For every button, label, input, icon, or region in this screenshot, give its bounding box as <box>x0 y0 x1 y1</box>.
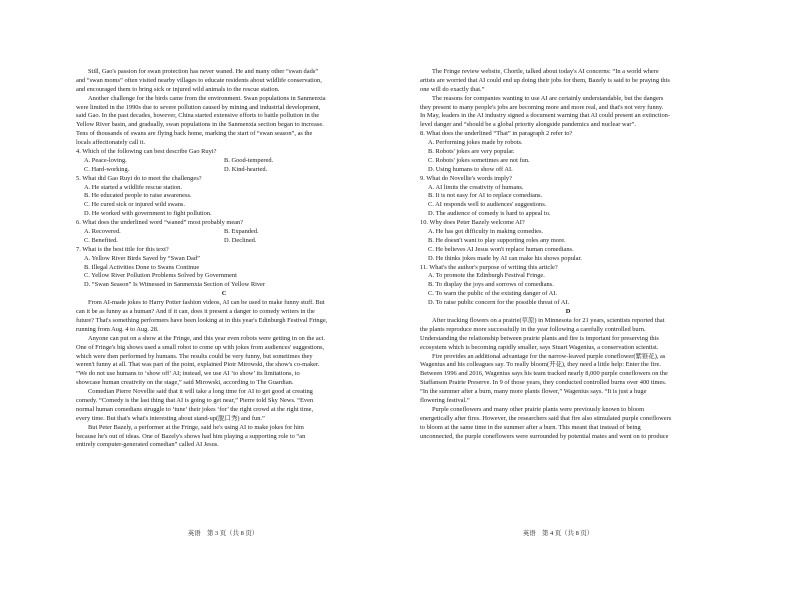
text-line: Wagenius and his colleagues say. To really bloom(开花), they need a little help: Enter the fire. <box>420 361 661 369</box>
text-line: 7. What is the best title for this text? <box>76 245 169 253</box>
text-line: 5. What did Gao Ruyi do to meet the challenges? <box>76 174 202 182</box>
text-line: every time. But that's what's interesting about stand-up(脱口秀) and fun.” <box>76 414 265 422</box>
text-line: level danger and “should be a global priority alongside pandemics and nuclear war”. <box>420 121 636 129</box>
text-line: because he's out of ideas. One of Bazely's shows had him playing a supporting role to “an <box>76 432 306 440</box>
text-line: 6. What does the underlined word “waned” most probably mean? <box>76 219 244 227</box>
answer-option: C. Yellow River Pollution Problems Solved by Government <box>84 272 237 280</box>
answer-option: D. Declined. <box>224 236 257 244</box>
answer-option: C. Robots' jokes sometimes are not fun. <box>428 156 530 164</box>
text-line: “We do not use humans to ‘show off’ AI; instead, we use AI ‘to show’ its limitations, to <box>76 370 300 378</box>
text-line: energetically after fires. However, the researchers said that fire also stimulated purple coneflowers <box>420 414 672 422</box>
answer-option: B. He doesn't want to play supporting roles any more. <box>428 236 566 244</box>
answer-option: C. He believes AI Jesus won't replace human comedians. <box>428 245 574 253</box>
section-heading: C <box>221 290 227 298</box>
text-line: Between 1996 and 2016, Wagenius says his team tracked nearly 8,000 purple coneflowers on the <box>420 370 668 378</box>
answer-option: A. AI limits the creativity of humans. <box>428 183 524 191</box>
text-line: One of Fringe's big shows used a small robot to come up with jokes from audiences' suggestions, <box>76 343 325 351</box>
answer-option: B. Illegal Activities Done to Swans Continue <box>84 263 200 271</box>
text-line: they present to many people's jobs are becoming more and more real, and that's not very funny. <box>420 103 664 111</box>
paragraph-line: Purple coneflowers and many other prairie plants were previously known to bloom <box>432 405 645 413</box>
text-line: weren't funny at all. That was part of the point, explained Piotr Mirowski, the show's co-maker. <box>76 361 320 369</box>
paragraph-line: After tracking flowers on a prairie(草原) in Minnesota for 21 years, scientists reported that <box>432 316 665 324</box>
right-column <box>420 68 716 441</box>
answer-option: D. The audience of comedy is hard to appeal to. <box>428 210 551 218</box>
left-column <box>76 68 372 450</box>
text-line: locals affectionately call it. <box>76 139 146 147</box>
text-line: In May, leaders in the AI industry signed a document warning that AI could present an extinction- <box>420 112 670 120</box>
text-line: entirely computer-generated comedian” called AI Jesus. <box>76 441 219 449</box>
answer-option: A. Recovered. <box>84 228 121 236</box>
paragraph-line: The reasons for companies wanting to use AI are certainly understandable, but the dangers <box>432 94 664 102</box>
text-line: to bloom at the same time in the summer after a burn. This meant that instead of being <box>420 423 641 431</box>
text-line: “In the summer after a burn, many more plants flower,” Wagenius says. “It is just a huge <box>420 388 647 396</box>
paragraph-line: But Peter Bazely, a performer at the Fringe, said he's using AI to make jokes for him <box>88 423 304 431</box>
paragraph-line: Fire provides an additional advantage for the narrow-leaved purple coneflower(紫锥花), as <box>432 352 666 360</box>
answer-option: B. To display the joys and sorrows of comedians. <box>428 281 554 289</box>
text-line: ecosystem which is becoming rapidly smaller, says Stuart Wagenius, a conservation scientist. <box>420 343 659 351</box>
answer-option: A. Yellow River Birds Saved by “Swan Dad” <box>84 254 200 262</box>
answer-option: B. Good-tempered. <box>224 156 274 164</box>
answer-option: D. He worked with government to fight pollution. <box>84 210 212 218</box>
answer-option: B. It is not easy for AI to replace comedians. <box>428 192 543 200</box>
text-line: unconnected, the purple coneflowers were surrounded by potential mates and went on to produce <box>420 432 669 440</box>
answer-option: B. Robots' jokes are very popular. <box>428 148 515 156</box>
paragraph-line: The Fringe review website, Chortle, talked about today's AI concerns: “In a world where <box>432 68 659 75</box>
page-number-left: 英语 第 3 页（共 8 页） <box>187 530 259 537</box>
answer-option: A. Performing jokes made by robots. <box>428 139 523 147</box>
answer-options-row <box>76 228 372 237</box>
text-line: Yellow River basin, and gradually, swan populations in the Sanmenxia section began to increase. <box>76 121 324 129</box>
answer-options-row <box>76 237 372 246</box>
text-line: flowering festival.” <box>420 396 470 404</box>
paragraph-line: Comedian Pierre Novellie said that it will take a long time for AI to get good at creating <box>88 388 313 396</box>
answer-option: C. He cured sick or injured wild swans. <box>84 201 185 209</box>
text-line: Tens of thousands of swans are flying back home, marking the start of “swan season”, as the <box>76 130 313 138</box>
text-line: were limited in the 1990s due to severe pollution caused by mining and industrial development, <box>76 103 321 111</box>
text-line: can it be as funny as a human? And if it can, does it present a danger to comedy writers in the <box>76 308 315 316</box>
answer-option: C. Benefited. <box>84 236 118 244</box>
answer-option: D. Using humans to show off AI. <box>428 165 513 173</box>
paragraph-line: Anyone can put on a show at the Fringe, and this year even robots were getting in on the act. <box>88 334 325 342</box>
answer-option: B. Expanded. <box>224 228 259 236</box>
paragraph-line: Still, Gao's passion for swan protection has never waned. He and many other “swan dads” <box>88 68 319 75</box>
answer-option: A. He has got difficulty in making comedies. <box>428 228 544 236</box>
text-line: artists are worried that AI could end up doing their jobs for them, Bazely is said to be praying this <box>420 76 670 84</box>
text-line: the plants reproduce more successfully in the year following a carefully controlled burn. <box>420 325 646 333</box>
text-line: and encouraged them to bring sick or injured wild animals to the rescue station. <box>76 85 280 93</box>
text-line: said Gao. In the past decades, however, China started extensive efforts to battle pollution in the <box>76 112 320 120</box>
text-line: showcase human creativity on the stage,” said Mirowski, according to The Guardian. <box>76 379 294 387</box>
text-line: normal human comedians struggle to ‘tune’ their jokes ‘for’ the right crowd at the right time, <box>76 405 314 413</box>
answer-option: B. He educated people to raise awareness. <box>84 192 192 200</box>
text-line: 9. What do Novellie's words imply? <box>420 174 512 182</box>
section-heading: D <box>565 308 571 316</box>
text-line: Staffanson Prairie Preserve. In 9 of those years, they conducted controlled burns over 400 times. <box>420 379 667 387</box>
answer-option: C. Hard-working. <box>84 165 130 173</box>
text-line: comedy. “Comedy is the last thing that AI is going to get near,” Pierre told Sky News. “Even <box>76 396 314 404</box>
text-line: which were then performed by humans. The results could be very funny, but sometimes they <box>76 352 313 360</box>
answer-option: A. Peace-loving. <box>84 156 127 164</box>
text-line: 4. Which of the following can best describe Gao Ruyi? <box>76 148 217 156</box>
text-line: future? That's something performers have been looking at in this year's Edinburgh Festival Fringe, <box>76 316 328 324</box>
answer-option: D. Kind-hearted. <box>224 165 268 173</box>
answer-option: C. To warn the public of the existing danger of AI. <box>428 290 557 298</box>
answer-options-row <box>76 157 372 166</box>
text-line: and “swan moms” often visited nearby villages to educate residents about wildlife conservation, <box>76 76 322 84</box>
text-line: 8. What does the underlined “That” in paragraph 2 refer to? <box>420 130 573 138</box>
paragraph-line: From AI-made jokes to Harry Potter fashion videos, AI can be used to make funny stuff. But <box>88 299 325 307</box>
answer-option: D. He thinks jokes made by AI can make his shows popular. <box>428 254 582 262</box>
text-line: running from Aug. 4 to Aug. 28. <box>76 325 159 333</box>
page-number-right: 英语 第 4 页（共 8 页） <box>522 530 594 537</box>
answer-option: D. To raise public concern for the possible threat of AI. <box>428 299 570 307</box>
text-line: 11. What's the author's purpose of writing this article? <box>420 263 558 271</box>
text-line: 10. Why does Peter Bazely welcome AI? <box>420 219 525 227</box>
answer-options-row <box>76 166 372 175</box>
text-line: Understanding the relationship between prairie plants and fire is important for preserving this <box>420 334 659 342</box>
answer-option: D. “Swan Season” Is Witnessed in Sanmenxia Section of Yellow River <box>84 281 266 289</box>
text-line: one will do exactly that.” <box>420 85 485 93</box>
answer-option: A. To promote the Edinburgh Festival Fringe. <box>428 272 545 280</box>
paragraph-line: Another challenge for the birds came from the environment. Swan populations in Sanmenxia <box>88 94 326 102</box>
answer-option: C. AI responds well to audiences' suggestions. <box>428 201 547 209</box>
answer-option: A. He started a wildlife rescue station. <box>84 183 182 191</box>
